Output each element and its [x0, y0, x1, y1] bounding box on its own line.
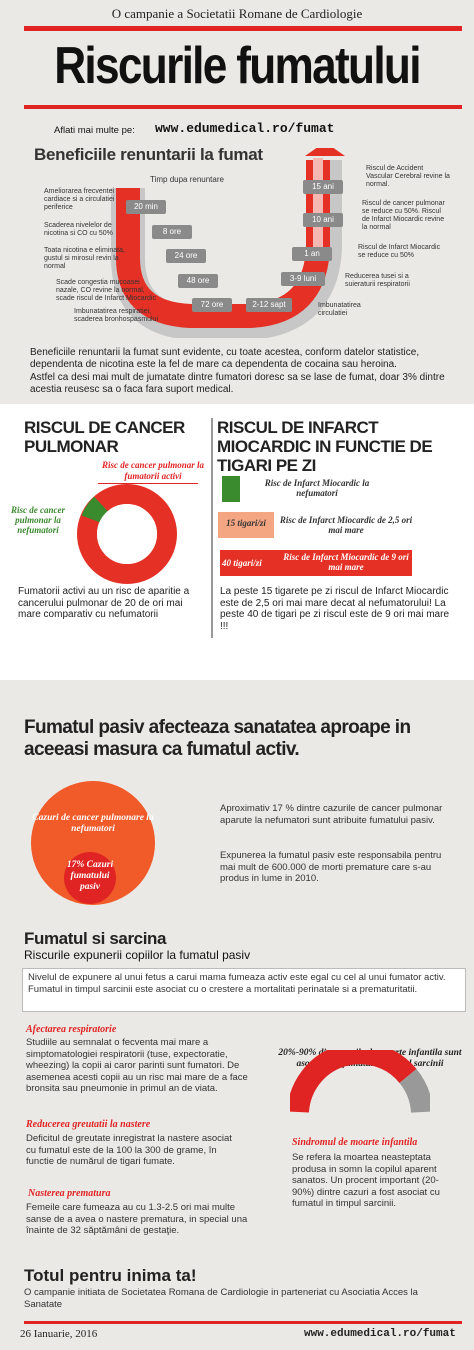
cancer-text: Fumatorii activi au un risc de aparitie a cancerului pulmonar de 20 de ori mai mare comparativ cu nefumatorii	[18, 586, 190, 620]
cancer-donut-chart	[68, 484, 186, 584]
sids-gauge-chart	[290, 1050, 430, 1114]
pill-15-ani: 15 ani	[303, 180, 343, 194]
note-left-4: Scade congestia mucoasei nazale, CO revine la normal, scade riscul de Infarct Miocardic	[56, 279, 156, 302]
campaign-line: O campanie a Societatii Romane de Cardiologie	[111, 6, 363, 21]
footer-url[interactable]: www.edumedical.ro/fumat	[304, 1328, 456, 1340]
pregnancy-intro: Nivelul de expunere al unui fetus a carui mama fumeaza activ este egal cu cel al unui fumator activ. Fumatul in timpul sarcinii este asociat cu o crestere a mortalitati perinatale si a prematuritatii.	[28, 972, 446, 995]
passive-text-2: Expunerea la fumatul pasiv este responsabila pentru mai mult de 600.000 de morti premature care s-au produs in lume in 2010.	[220, 850, 442, 884]
pregnancy-title: Fumatul si sarcina	[24, 929, 167, 948]
header-rule-top	[24, 26, 462, 31]
resp-text: Studiile au semnalat o fecventa mai mare a simptomatologiei respiratorii (tuse, expectoratie, wheezing) la copii ai caror parinti sunt fumatori. De asemenea acesti copii au un risc mai mare de a face bronsita sau pneumonie in primul an de viata.	[26, 1037, 248, 1094]
more-label: Aflati mai multe pe:	[54, 125, 135, 136]
section-divider-vertical	[211, 418, 213, 638]
pill-72-ore: 72 ore	[192, 298, 232, 312]
donut-nonsmoker-slice	[91, 504, 101, 519]
sids-title: Sindromul de moarte infantila	[292, 1137, 418, 1148]
pill-10-ani: 10 ani	[303, 213, 343, 227]
infarct-bar2-tag: 15 tigari/zi	[226, 518, 266, 528]
pill-8-ore: 8 ore	[152, 225, 192, 239]
passive-title: Fumatul pasiv afecteaza sanatatea aproape in aceeasi masura ca fumatul activ.	[24, 717, 411, 760]
note-left-5: Imbunatatirea respiratiei, scaderea bronhospasmului	[74, 308, 159, 323]
benefits-paragraph-1: Beneficiile renuntarii la fumat sunt evidente, cu toate acestea, conform datelor statistice, dependenta de nicotina este la fel de mare ca dependenta de cocaina sau heroina.	[30, 347, 420, 370]
note-right-2: Riscul de cancer pulmonar se reduce cu 50%. Riscul de Infarct Miocardic revine la normal	[362, 200, 445, 231]
benefits-title: Beneficiile renuntarii la fumat	[34, 145, 263, 164]
infarct-bar3-tag: 40 tigari/zi	[222, 558, 262, 568]
header-rule-bottom	[24, 105, 462, 109]
weight-title: Reducerea greutatii la nastere	[26, 1119, 151, 1130]
footer-title: Totul pentru inima ta!	[24, 1266, 197, 1285]
note-right-3: Riscul de Infarct Miocardic se reduce cu 50%	[358, 244, 441, 259]
resp-title: Afectarea respiratorie	[26, 1024, 117, 1035]
pill-48-ore: 48 ore	[178, 274, 218, 288]
note-right-5: Imbunatatirea circulatiei	[318, 302, 361, 317]
note-right-1: Riscul de Accident Vascular Cerebral revine la normal.	[366, 165, 450, 188]
pill-2-12-sapt: 2-12 sapt	[246, 298, 292, 312]
note-left-3: Toata nicotina e eliminata, gustul si mirosul revin la normal	[44, 247, 125, 270]
pill-20-min: 20 min	[126, 200, 166, 214]
note-left-1: Ameliorarea frecventei cardiace si a circulatiei periferice	[44, 188, 115, 211]
passive-circle-label: Cazuri de cancer pulmonare la nefumatori	[32, 813, 154, 834]
infarct-title: RISCUL DE INFARCT MIOCARDIC IN FUNCTIE DE TIGARI PE ZI	[217, 418, 433, 475]
cancer-active-label: Risc de cancer pulmonar la fumatorii activi	[101, 460, 204, 481]
passive-inner-label: 17% Cazuri fumatului pasiv	[66, 860, 114, 892]
gauge-red-arc	[298, 1053, 408, 1112]
infarct-text: La peste 15 tigarete pe zi riscul de Infarct Miocardic este de 2,5 ori mai mare decat al nefumatorului! La peste 40 de tigari pe zi riscul este de 9 ori mai mare !!!	[220, 586, 449, 632]
timeline-arrow	[305, 148, 345, 156]
note-right-4: Reducerea tusei si a suieraturii respiratorii	[345, 273, 410, 288]
pill-24-ore: 24 ore	[166, 249, 206, 263]
time-label: Timp dupa renuntare	[150, 175, 224, 184]
pill-3-9-luni: 3-9 luni	[281, 272, 325, 286]
footer-rule	[24, 1321, 462, 1324]
pregnancy-subtitle: Riscurile expunerii copiilor la fumatul pasiv	[24, 948, 251, 962]
cancer-title: RISCUL DE CANCER PULMONAR	[24, 418, 185, 456]
infarct-bar3-label: Risc de Infarct Miocardic de 9 ori mai mare	[283, 552, 409, 572]
pill-1-an: 1 an	[292, 247, 332, 261]
footer-text: O campanie initiata de Societatea Romana de Cardiologie in parteneriat cu Asociatia Acces la Sanatate	[24, 1287, 418, 1310]
passive-text-1: Aproximativ 17 % dintre cazurile de cancer pulmonar aparute la nefumatori sunt atribuite fumatului pasiv.	[220, 803, 443, 826]
gauge-grey-arc	[408, 1076, 422, 1112]
benefits-paragraph-2: Astfel ca desi mai mult de jumatate dintre fumatori doresc sa se lase de fumat, doar 3% dintre acestia reusesc sa o faca fara suport medical.	[30, 372, 445, 395]
premature-title: Nasterea prematura	[28, 1188, 111, 1199]
page-title: Riscurile fumatului	[54, 37, 420, 95]
website-link[interactable]: www.edumedical.ro/fumat	[155, 121, 335, 136]
infarct-bar-nonsmoker	[222, 476, 240, 502]
sids-text: Se refera la moartea neasteptata produsa in somn la copilul aparent sanatos. Un procent important (20-90%) dintre cazuri a fost asociat cu fumatul in timpul sarcinii.	[292, 1152, 440, 1209]
premature-text: Femeile care fumeaza au cu 1.3-2.5 ori mai multe sanse de a avea o nastere prematura, in special una înainte de 32 săptămâni de gestaţie.	[26, 1202, 248, 1236]
weight-text: Deficitul de greutate inregistrat la nastere asociat cu fumatul este de la 100 la 300 de grame, în functie de numărul de tigari fumate.	[26, 1133, 232, 1167]
infarct-bar2-label: Risc de Infarct Miocardic de 2,5 ori mai mare	[279, 515, 413, 535]
sids-gauge-label: 20%-90% din cazurile de moarte infantila sunt asociate cu fumatul in timpul sarcinii	[278, 1048, 462, 1069]
footer-date: 26 Ianuarie, 2016	[20, 1328, 98, 1340]
cancer-nonsmoker-label: Risc de cancer pulmonar la nefumatori	[11, 505, 65, 535]
note-left-2: Scaderea nivelelor de nicotina si CO cu 50%	[44, 222, 113, 237]
infarct-bar1-label: Risc de Infarct Miocardic la nefumatori	[264, 478, 370, 498]
